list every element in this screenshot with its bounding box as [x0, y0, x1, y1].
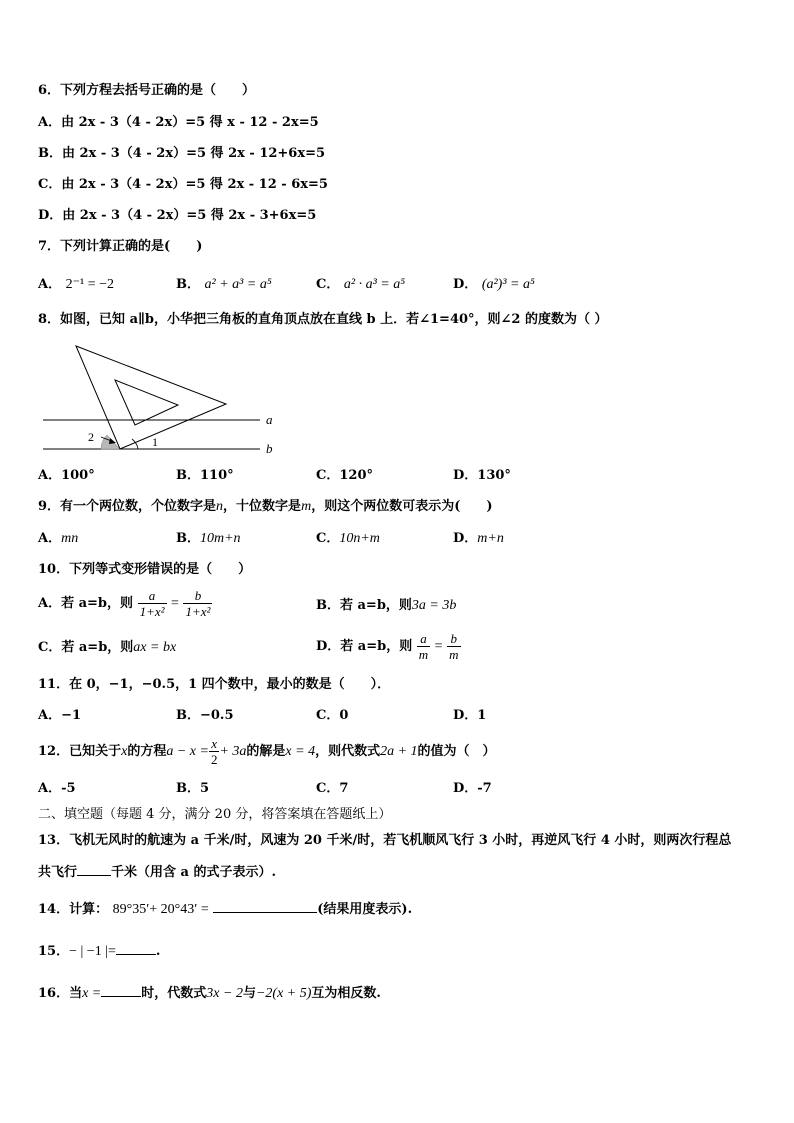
q10-b-label: B．若 a=b，则 — [316, 598, 412, 613]
label-2: 2 — [88, 430, 94, 444]
q10-a-frac-right: $\frac{b}{\text{1+x²}}$ — [185, 588, 211, 619]
q9-option-a — [38, 530, 78, 548]
label-a: a — [266, 412, 273, 427]
q6-stem: 6．下列方程去括号正确的是（ ） — [38, 83, 256, 98]
q14-expr: 89°35′+ 20°43′ = — [112, 902, 209, 917]
q12-stem-2: 的方程 — [127, 744, 167, 759]
q12-stem-4: ，则代数式 — [315, 744, 381, 759]
q9-c-expr: 10n+m — [339, 531, 380, 546]
set-square-inner — [115, 380, 178, 425]
q10-c-expr: ax = bx — [133, 640, 177, 655]
q7-option-b — [176, 276, 272, 294]
q16-label: 16．当 — [38, 986, 83, 1001]
q12-option-c: C．7 — [316, 781, 349, 796]
q9-stem-2: ，十位数字是 — [223, 499, 302, 514]
q10-c-label: C．若 a=b，则 — [38, 640, 134, 655]
q8-option-a: A．100° — [38, 468, 95, 483]
q7-option-c — [316, 276, 405, 294]
q10-a-label: A．若 a=b，则 — [38, 596, 134, 611]
q16-expr2: −2(x + 5) — [255, 986, 312, 1001]
q7-a-expr: 2⁻¹ = −2 — [65, 277, 115, 292]
q9-stem-1: 9．有一个两位数，个位数字是 — [38, 499, 217, 514]
q7-c-label: C． — [316, 277, 340, 292]
q7-option-d — [453, 276, 535, 294]
q6-option-d: D．由 2x - 3（4 - 2x）=5 得 2x - 3+6x=5 — [38, 208, 317, 223]
q10-b-expr: 3a = 3b — [411, 598, 457, 613]
q15-expr: − | −1 |= — [69, 944, 116, 959]
q9-d-label: D． — [453, 531, 478, 546]
q13-line2 — [38, 863, 276, 882]
q11-option-c: C．0 — [316, 708, 349, 723]
q16 — [38, 984, 381, 1003]
q6-option-a: A．由 2x - 3（4 - 2x）=5 得 x - 12 - 2x=5 — [38, 115, 319, 130]
q15 — [38, 942, 160, 961]
q9-stem-3: ，则这个两位数可表示为( ) — [311, 499, 493, 514]
q16-mid2: 与 — [242, 986, 256, 1001]
q7-b-expr: a² + a³ = a⁵ — [204, 277, 272, 292]
q8-stem: 8．如图，已知 a∥b，小华把三角板的直角顶点放在直线 b 上．若∠1=40°，则∠2 的度数为（ ） — [38, 312, 608, 327]
q12-frac: $\frac{x}{2}$ — [210, 736, 218, 767]
q9-option-b — [176, 530, 241, 548]
q12-eq-right: + 3a — [219, 744, 247, 759]
q7-stem: 7．下列计算正确的是( ) — [38, 239, 203, 254]
q7-a-label: A． — [38, 277, 62, 292]
q12-stem-1: 12．已知关于 — [38, 744, 122, 759]
q7-option-a — [38, 276, 114, 294]
q15-blank[interactable] — [116, 942, 156, 955]
q16-blank[interactable] — [101, 984, 141, 997]
q8-figure — [38, 338, 288, 460]
q12-eq-left: a − x = — [166, 744, 209, 759]
q12-stem-5: 的值为（ ） — [417, 744, 496, 759]
q9-d-expr: m+n — [477, 531, 504, 546]
section-heading: 二、填空题（每题 4 分，满分 20 分，将答案填在答题纸上） — [38, 807, 392, 822]
q11-option-b: B．−0.5 — [176, 708, 234, 723]
q9-a-label: A． — [38, 531, 62, 546]
q10-option-c — [38, 639, 176, 657]
arrow-2-head — [109, 438, 116, 444]
q12-expr: 2a + 1 — [380, 744, 418, 759]
q9-stem — [38, 498, 493, 516]
set-square-outer — [76, 346, 226, 449]
q13-blank[interactable] — [77, 863, 111, 876]
q9-c-label: C． — [316, 531, 340, 546]
q7-d-label: D． — [453, 277, 478, 292]
q11-option-a: A．−1 — [38, 708, 82, 723]
q7-c-expr: a² · a³ = a⁵ — [343, 277, 406, 292]
q9-option-c — [316, 530, 380, 548]
q14-label: 14．计算： — [38, 902, 109, 917]
q8-option-d: D．130° — [453, 468, 511, 483]
q11-stem: 11．在 0，−1，−0.5，1 四个数中，最小的数是（ ）． — [38, 677, 391, 692]
q16-tail: 互为相反数. — [311, 986, 381, 1001]
q6-option-b: B．由 2x - 3（4 - 2x）=5 得 2x - 12+6x=5 — [38, 146, 326, 161]
q12-var-x: x — [121, 744, 128, 759]
q14-tail: (结果用度表示). — [317, 902, 413, 917]
q8-option-c: C．120° — [316, 468, 373, 483]
q9-option-d — [453, 530, 504, 548]
q10-stem: 10．下列等式变形错误的是（ ） — [38, 562, 252, 577]
q9-var-n: n — [216, 499, 224, 514]
q10-option-d: D．若 a=b，则 $\frac{a}{m}$ = $\frac{b}{m}$ — [316, 631, 459, 662]
q10-d-frac-left: $\frac{a}{m}$ — [418, 631, 429, 662]
q15-tail: . — [155, 944, 161, 959]
q15-label: 15． — [38, 944, 70, 959]
q10-d-label: D．若 a=b，则 — [316, 639, 413, 654]
q10-a-frac-left: $\frac{a}{\text{1+x²}}$ — [139, 588, 165, 619]
q10-option-a: A．若 a=b，则 $\frac{a}{\text{1+x²}}$ = $\frac{b}{\text{1+x²}}$ — [38, 588, 211, 619]
label-b: b — [266, 441, 273, 456]
q9-b-label: B． — [176, 531, 200, 546]
label-1: 1 — [152, 435, 158, 449]
q12-option-d: D．-7 — [453, 781, 492, 796]
q14-blank[interactable] — [213, 900, 317, 913]
q16-var: x = — [82, 986, 102, 1001]
q6-option-c: C．由 2x - 3（4 - 2x）=5 得 2x - 12 - 6x=5 — [38, 177, 328, 192]
q10-option-b — [316, 597, 456, 615]
q11-option-d: D．1 — [453, 708, 487, 723]
q16-expr1: 3x − 2 — [206, 986, 243, 1001]
q13-line2-a: 共飞行 — [38, 865, 78, 880]
q12-option-a: A．-5 — [38, 781, 76, 796]
q13-line2-b: 千米（用含 a 的式子表示）. — [111, 865, 277, 880]
q12-stem-3: 的解是 — [246, 744, 286, 759]
q8-option-b: B．110° — [176, 468, 234, 483]
q7-b-label: B． — [176, 277, 200, 292]
q12-solution: x = 4 — [285, 744, 316, 759]
q7-d-expr: (a²)³ = a⁵ — [481, 277, 535, 292]
q9-a-expr: mn — [61, 531, 79, 546]
q13-line1: 13．飞机无风时的航速为 a 千米/时，风速为 20 千米/时，若飞机顺风飞行 3 小时，再逆风飞行 4 小时，则两次行程总 — [38, 833, 732, 848]
q9-b-expr: 10m+n — [200, 531, 241, 546]
q12-stem — [38, 735, 496, 769]
q12-option-b: B．5 — [176, 781, 210, 796]
q9-var-m: m — [301, 499, 312, 514]
q14 — [38, 900, 412, 919]
q10-d-frac-right: $\frac{b}{m}$ — [449, 631, 459, 662]
q16-mid: 时，代数式 — [141, 986, 207, 1001]
